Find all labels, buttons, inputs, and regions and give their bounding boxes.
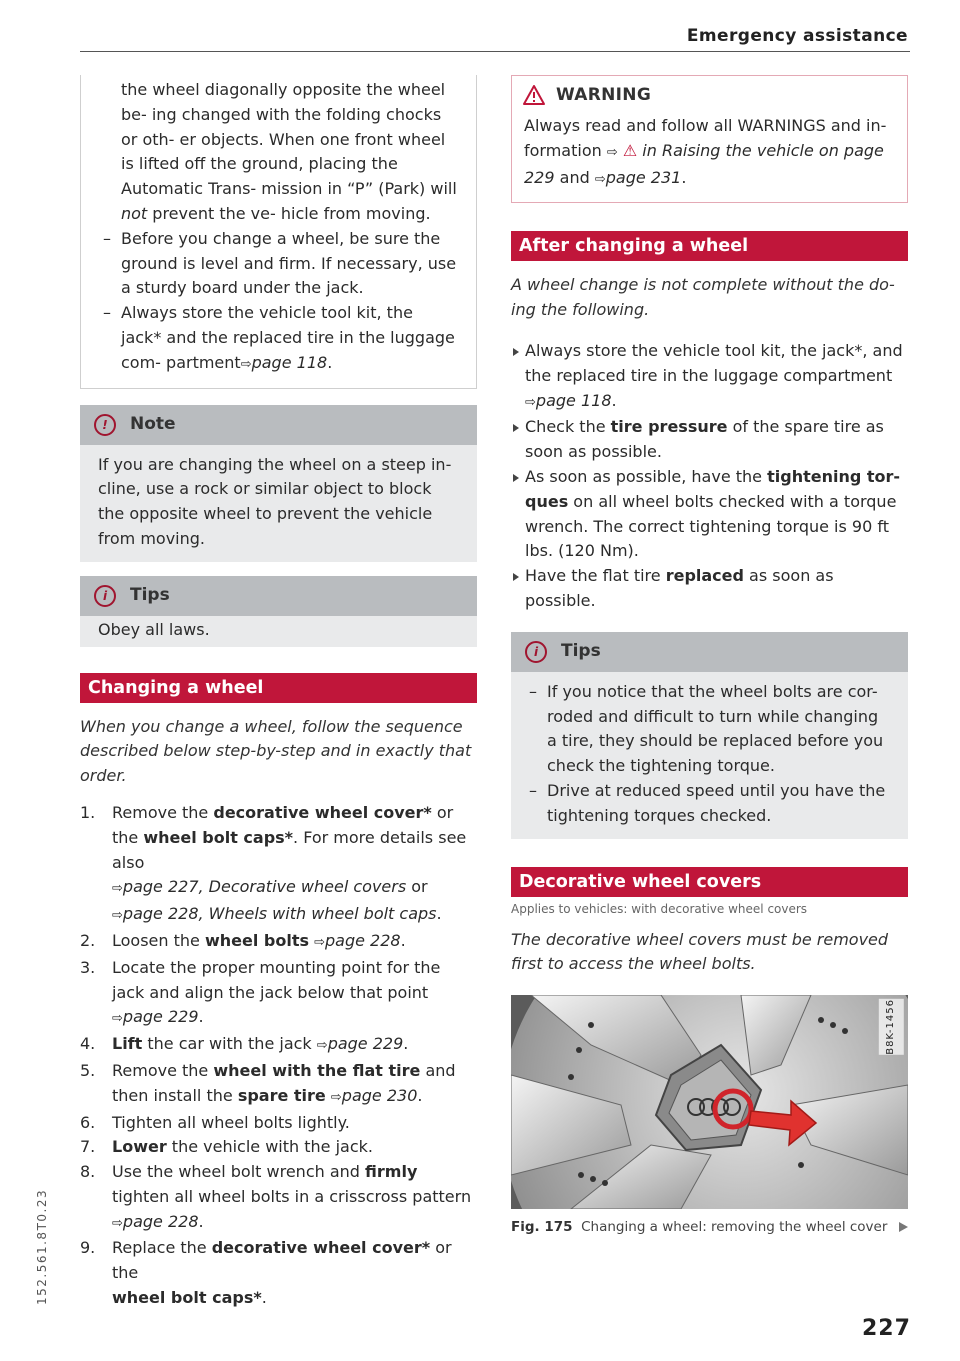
list-item: Always store the vehicle tool kit, the jack*, and the replaced tire in the luggage compartment ⇨page 118. bbox=[511, 339, 908, 415]
page-ref-link[interactable]: ⇨ ⚠ in Raising the vehicle on page 229 bbox=[524, 140, 884, 187]
step-item: 3. Locate the proper mounting point for the jack and align the jack below that point ⇨page 229. bbox=[80, 957, 441, 1027]
changing-wheel-heading: Changing a wheel bbox=[80, 673, 477, 703]
figure-caption: Fig. 175 Changing a wheel: removing the wheel cover bbox=[511, 1217, 908, 1237]
step-item: 5. Remove the wheel with the flat tire and then install the spare tire ⇨page 230. bbox=[80, 1060, 456, 1105]
tips-title: Tips bbox=[130, 585, 170, 606]
tips-header bbox=[80, 576, 477, 616]
warning-item: – Always store the vehicle tool kit, the jack* and the replaced tire in the luggage com- partment⇨page 118. bbox=[99, 301, 458, 377]
warning-item: – Before you change a wheel, be sure the ground is level and firm. If necessary, use a sturdy board under the jack. bbox=[99, 227, 458, 301]
section-title: Emergency assistance bbox=[686, 26, 908, 46]
wheel-cover-illustration bbox=[511, 995, 908, 1209]
page-ref-link[interactable]: ⇨page 231 bbox=[594, 167, 682, 187]
decorative-covers-intro: The decorative wheel covers must be removed first to access the wheel bolts. bbox=[511, 929, 889, 974]
tips-header bbox=[511, 632, 908, 672]
step-item: 4. Lift the car with the jack ⇨page 229. bbox=[80, 1034, 409, 1054]
header-rule bbox=[80, 51, 910, 52]
page-ref-link[interactable]: ⇨page 118 bbox=[525, 390, 612, 410]
warning-continued-text: the wheel diagonally opposite the wheel be- ing changed with the folding chocks or oth- er objects. When one front wheel is lifted off the ground, placing the Automatic Trans- mission in “P” (Park) will not prevent the ve- hicle from moving. bbox=[121, 80, 457, 223]
tips-title: Tips bbox=[561, 641, 601, 662]
step-item: 6. Tighten all wheel bolts lightly. bbox=[80, 1112, 350, 1132]
warning-header bbox=[512, 76, 907, 114]
list-item: As soon as possible, have the tightening tor- ques on all wheel bolts checked with a torque wrench. The correct tightening torque is 90 ft lbs. (120 Nm). bbox=[511, 465, 908, 564]
left-column bbox=[80, 75, 477, 1311]
continue-arrow-icon bbox=[899, 1222, 908, 1232]
tips-item: – Drive at reduced speed until you have the tightening torques checked. bbox=[525, 779, 890, 829]
note-text: If you are changing the wheel on a steep in- cline, use a rock or similar object to block the opposite wheel to prevent the vehicle from moving. bbox=[98, 454, 452, 548]
figure-code: B8K-1456 bbox=[879, 999, 904, 1055]
page-ref-link[interactable]: ⇨page 229 bbox=[316, 1034, 404, 1054]
warning-continuation-box bbox=[80, 75, 477, 389]
list-item: Check the tire pressure of the spare tire as soon as possible. bbox=[511, 415, 908, 465]
changing-wheel-intro: When you change a wheel, follow the sequence described below step-by-step and in exactly that order. bbox=[80, 716, 472, 786]
info-icon: i bbox=[94, 585, 116, 607]
exclamation-icon: ! bbox=[94, 414, 116, 436]
note-header bbox=[80, 405, 477, 445]
tips-body bbox=[80, 616, 477, 647]
after-changing-list bbox=[511, 339, 908, 614]
applies-to-note: Applies to vehicles: with decorative wheel covers bbox=[511, 901, 808, 916]
list-item: Have the flat tire replaced as soon as possible. bbox=[511, 564, 908, 614]
wheel-cover-figure bbox=[511, 995, 908, 1209]
warning-title: WARNING bbox=[556, 84, 652, 105]
tips-item: – If you notice that the wheel bolts are cor- roded and difficult to turn while changing a tire, they should be replaced before you check the tightening torque. bbox=[525, 680, 890, 779]
step-item: 1. Remove the decorative wheel cover* or the wheel bolt caps*. For more details see also ⇨page 227, Decorative wheel covers or ⇨page 228, Wheels with wheel bolt caps. bbox=[80, 802, 467, 924]
note-title: Note bbox=[130, 414, 176, 435]
step-item: 8. Use the wheel bolt wrench and firmly tighten all wheel bolts in a crisscross pattern ⇨page 228. bbox=[80, 1162, 472, 1231]
page-ref-link[interactable]: ⇨page 227, Decorative wheel covers bbox=[112, 877, 407, 897]
page-ref-link[interactable]: ⇨page 228 bbox=[314, 930, 401, 950]
info-icon: i bbox=[525, 641, 547, 663]
right-column bbox=[511, 75, 908, 1237]
steps-list bbox=[80, 801, 477, 1311]
page-ref-link[interactable]: ⇨page 228 bbox=[112, 1211, 199, 1231]
tips-text: Obey all laws. bbox=[98, 619, 210, 639]
warning-text: Always read and follow all WARNINGS and in- formation ⇨ ⚠ in Raising the vehicle on page 229 and ⇨page 231. bbox=[524, 116, 887, 187]
warning-triangle-icon bbox=[522, 84, 546, 106]
step-item: 7. Lower the vehicle with the jack. bbox=[80, 1137, 373, 1157]
after-changing-heading: After changing a wheel bbox=[511, 231, 908, 261]
note-body bbox=[80, 445, 477, 562]
tips-body bbox=[511, 672, 908, 839]
warning-body bbox=[512, 114, 907, 202]
page-ref-link[interactable]: ⇨page 118 bbox=[240, 352, 328, 372]
document-code: 152.561.8T0.23 bbox=[35, 1188, 49, 1305]
page-ref-link[interactable]: ⇨page 228, Wheels with wheel bolt caps bbox=[112, 904, 437, 924]
step-item: 9. Replace the decorative wheel cover* or the wheel bolt caps*. bbox=[80, 1238, 452, 1308]
page-ref-link[interactable]: ⇨page 230 bbox=[330, 1085, 418, 1105]
step-item: 2. Loosen the wheel bolts ⇨page 228. bbox=[80, 930, 406, 950]
page-ref-link[interactable]: ⇨page 229 bbox=[112, 1007, 199, 1027]
decorative-covers-heading: Decorative wheel covers bbox=[511, 867, 908, 897]
warning-box bbox=[511, 75, 908, 203]
page-number: 227 bbox=[862, 1316, 911, 1341]
after-changing-intro: A wheel change is not complete without the do- ing the following. bbox=[511, 275, 895, 320]
